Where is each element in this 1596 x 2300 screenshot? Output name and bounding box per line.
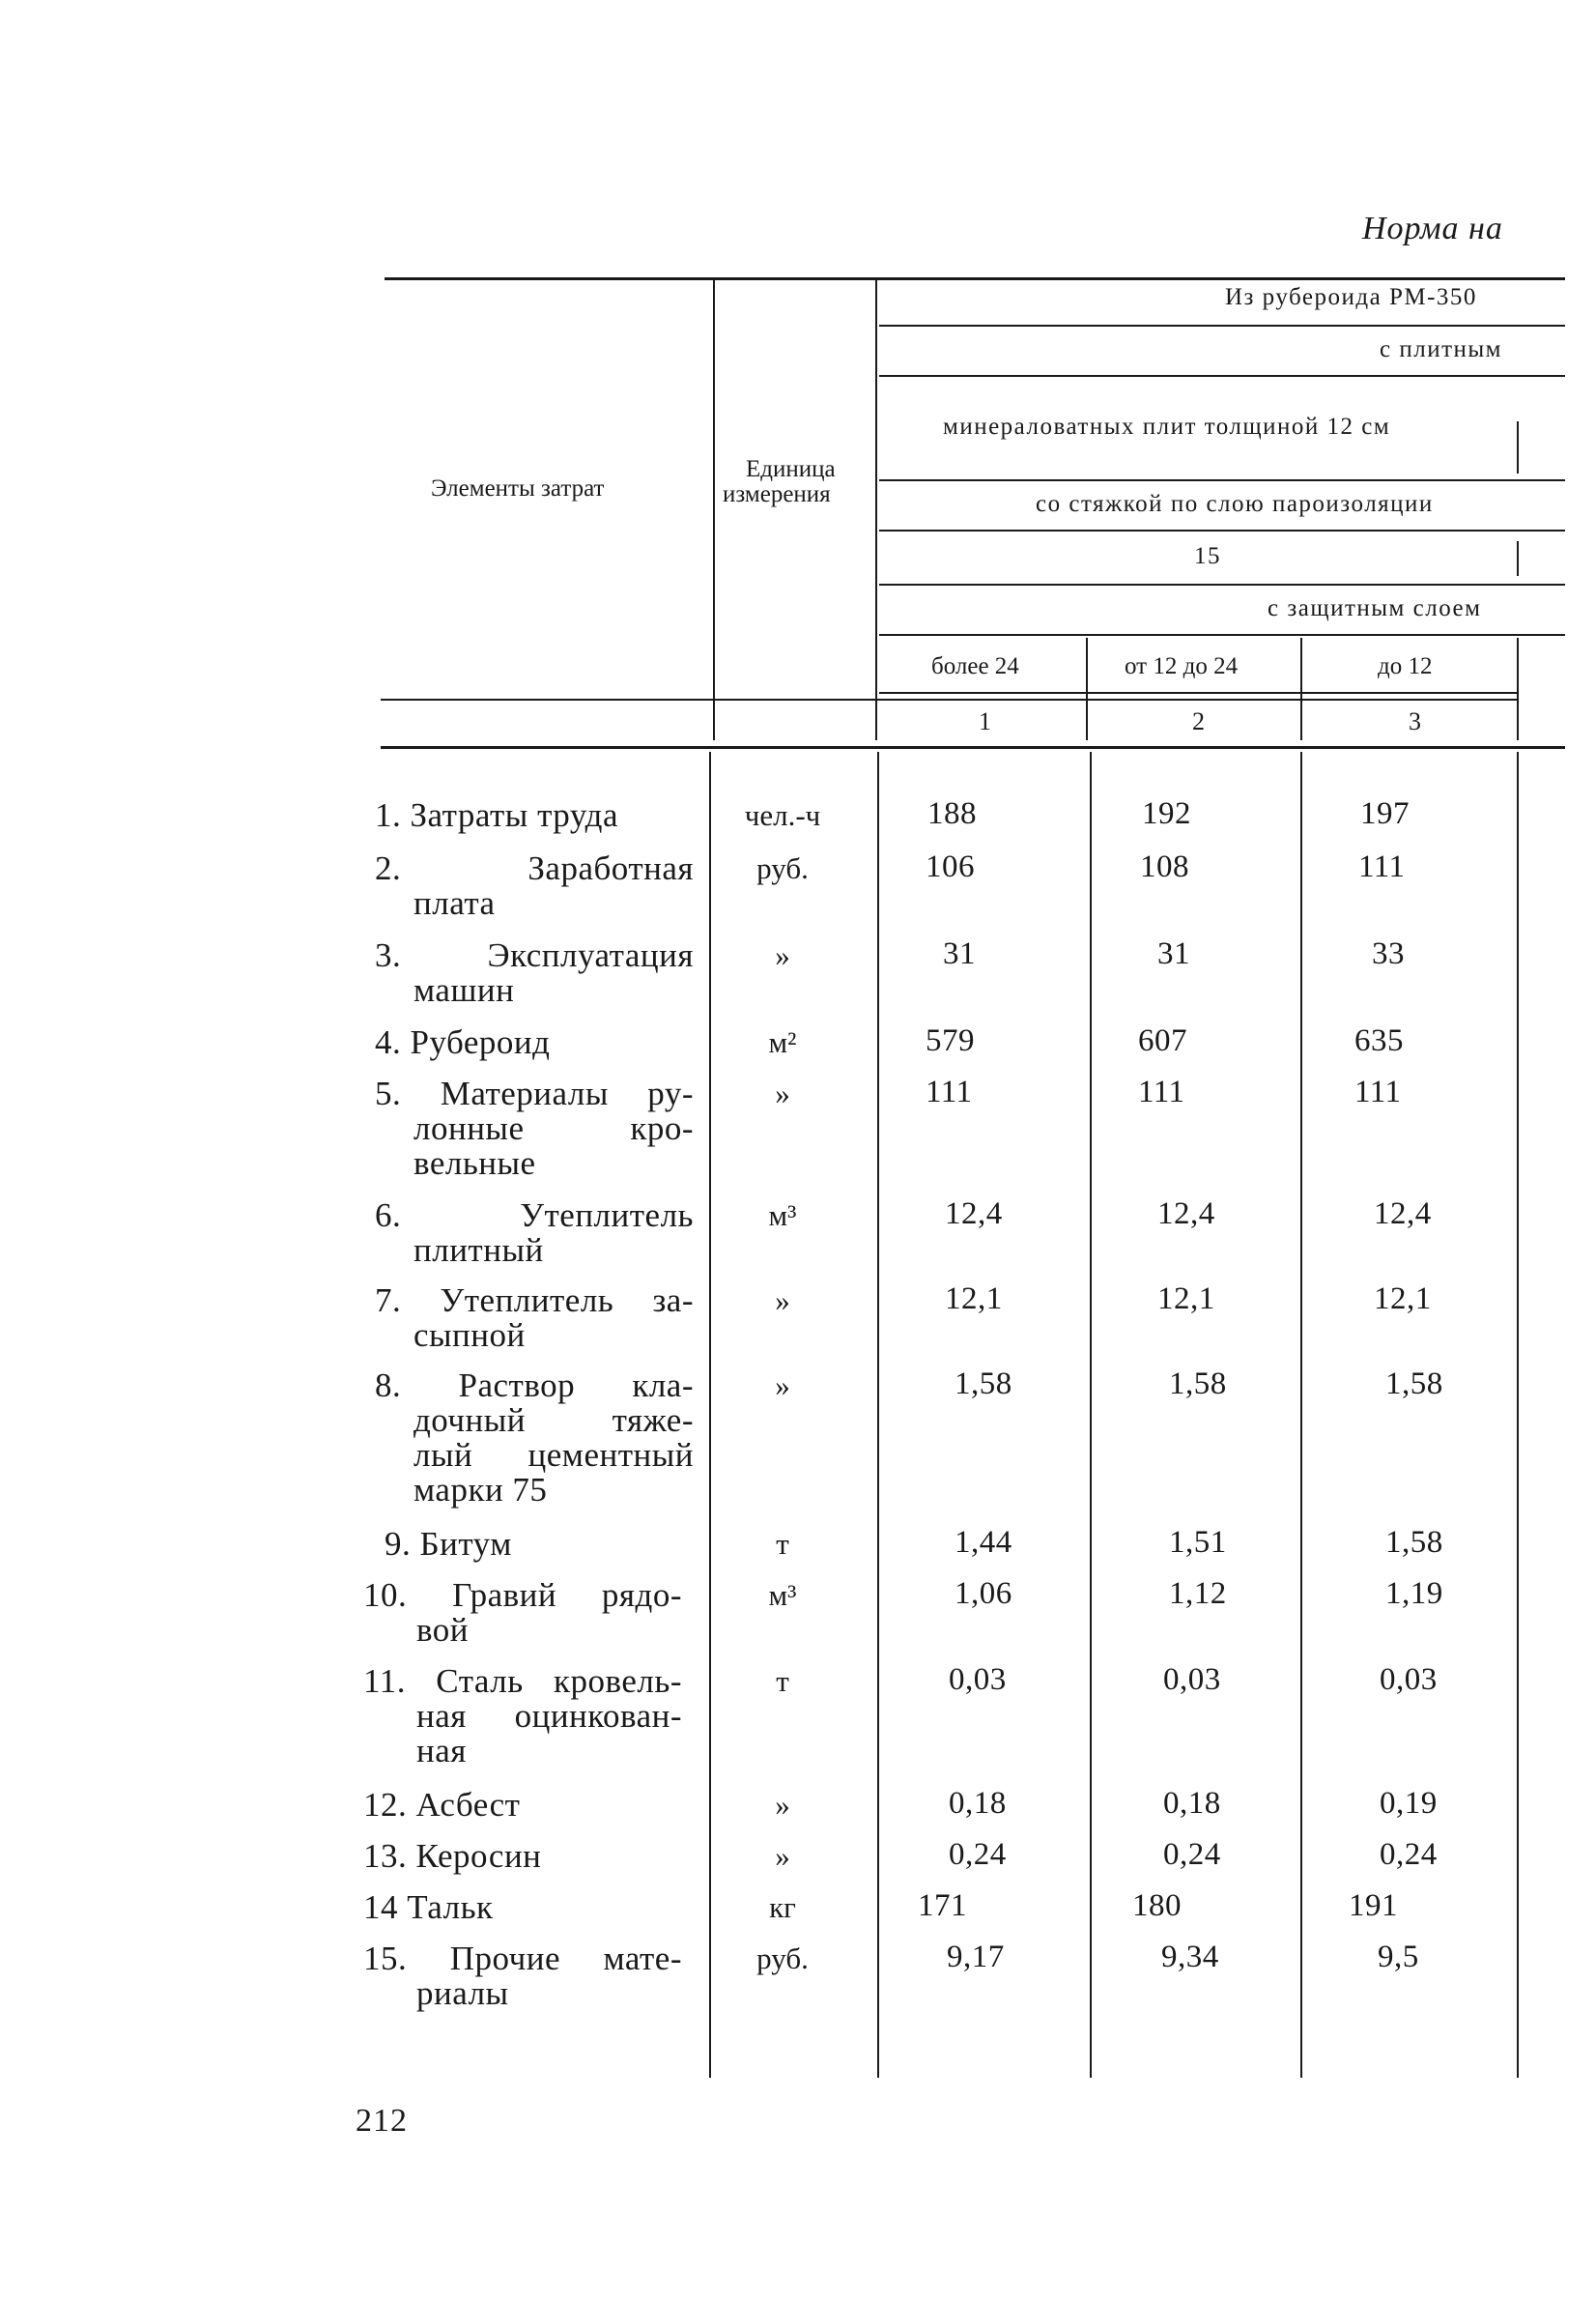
row-element-name-line: 1. Затраты труда [375, 796, 618, 834]
row-value-col-2: 1,51 [1169, 1525, 1227, 1560]
row-value-col-3: 197 [1360, 796, 1410, 831]
row-element-name [385, 1527, 703, 1562]
row-value-col-1: 0,24 [949, 1837, 1007, 1872]
row-unit: чел.-ч [744, 798, 821, 832]
row-value-col-2: 1,12 [1169, 1576, 1227, 1611]
row-value-col-1: 579 [926, 1023, 975, 1058]
row-element-name-line: 3. Эксплуатация [375, 936, 694, 974]
row-value-col-1: 1,06 [955, 1576, 1012, 1611]
row-element-name [363, 1941, 682, 2011]
body-vline-3 [1090, 752, 1092, 2078]
header-unit-line2: измерения [723, 481, 831, 507]
row-element-name [375, 1198, 694, 1268]
row-element-name-line: дочный тяже- [413, 1401, 694, 1439]
row-unit: т [776, 1664, 789, 1698]
subcol-1: более 24 [931, 653, 1019, 679]
row-element-name-line: 14 Тальк [363, 1888, 494, 1926]
row-value-col-3: 12,1 [1374, 1281, 1432, 1316]
row-value-col-1: 111 [926, 1075, 973, 1109]
header-screed-value: 15 [1194, 543, 1221, 569]
colnum-1: 1 [979, 707, 991, 735]
row-unit: м³ [768, 1198, 797, 1232]
row-value-col-1: 106 [926, 849, 975, 884]
header-unit-line1: Единица [746, 456, 836, 482]
row-value-col-2: 0,24 [1163, 1837, 1221, 1872]
page-heading: Норма на [1362, 211, 1503, 246]
row-value-col-3: 191 [1349, 1888, 1398, 1923]
row-unit: » [775, 938, 790, 972]
body-vline-5 [1517, 752, 1519, 2078]
row-value-col-2: 9,34 [1161, 1940, 1219, 1974]
row-value-col-1: 171 [918, 1888, 967, 1923]
row-element-name [375, 1283, 694, 1353]
row-value-col-2: 0,18 [1163, 1786, 1221, 1821]
row-element-name-line: 10. Гравий рядо- [363, 1576, 682, 1614]
row-unit: » [775, 1077, 790, 1110]
row-value-col-1: 12,4 [945, 1196, 1003, 1231]
header-vline-7 [1517, 638, 1519, 740]
row-element-name-line: лонные кро- [413, 1109, 694, 1147]
row-element-name-line: ная [416, 1732, 467, 1769]
row-unit: » [775, 1368, 790, 1402]
row-unit: » [775, 1839, 790, 1873]
row-value-col-1: 1,44 [955, 1525, 1012, 1560]
row-unit: » [775, 1283, 790, 1317]
header-material: Из рубероида РМ-350 [1225, 284, 1477, 310]
rule-h2 [879, 375, 1565, 377]
header-vline-1 [713, 280, 715, 740]
row-value-col-1: 31 [943, 936, 976, 971]
row-value-col-3: 1,19 [1385, 1576, 1443, 1611]
row-element-name-line: риалы [416, 1974, 509, 2012]
subcol-3: до 12 [1378, 653, 1433, 679]
row-unit: » [775, 1788, 790, 1822]
row-element-name-line: 13. Керосин [363, 1837, 542, 1875]
row-value-col-1: 188 [927, 796, 977, 831]
row-element-name [363, 1664, 682, 1768]
rule-top [385, 277, 1565, 280]
row-value-col-3: 0,19 [1380, 1786, 1438, 1821]
row-element-name-line: 9. Битум [385, 1525, 512, 1563]
row-value-col-2: 12,1 [1157, 1281, 1215, 1316]
row-element-name-line: 12. Асбест [363, 1786, 521, 1824]
row-element-name-line: лый цементный [413, 1436, 694, 1474]
row-value-col-1: 1,58 [955, 1366, 1012, 1401]
row-element-name [363, 1839, 682, 1874]
row-value-col-1: 0,18 [949, 1786, 1007, 1821]
rule-h8 [381, 699, 1517, 701]
row-element-name [363, 1788, 682, 1823]
row-value-col-3: 635 [1354, 1023, 1404, 1058]
row-element-name-line: плата [413, 884, 496, 922]
row-value-col-3: 111 [1354, 1075, 1402, 1109]
header-elements: Элементы затрат [431, 475, 605, 502]
row-value-col-3: 111 [1358, 849, 1406, 884]
row-value-col-3: 0,03 [1380, 1662, 1438, 1697]
rule-h1 [879, 325, 1565, 327]
row-value-col-3: 1,58 [1385, 1366, 1443, 1401]
rule-h6 [879, 634, 1565, 636]
row-value-col-2: 108 [1140, 849, 1189, 884]
row-element-name-line: 5. Материалы ру- [375, 1075, 694, 1112]
header-protective: с защитным слоем [1268, 595, 1482, 621]
row-value-col-2: 1,58 [1169, 1366, 1227, 1401]
row-element-name [363, 1890, 682, 1925]
row-element-name-line: машин [413, 971, 515, 1009]
row-element-name-line: плитный [413, 1231, 544, 1269]
header-vline-3 [1086, 638, 1088, 740]
row-value-col-2: 607 [1138, 1023, 1187, 1058]
row-unit: м³ [768, 1578, 797, 1612]
header-screed: со стяжкой по слою пароизоляции [1036, 491, 1434, 517]
row-element-name-line: 7. Утеплитель за- [375, 1281, 694, 1319]
row-element-name-line: вой [416, 1611, 470, 1649]
row-unit: м² [768, 1025, 797, 1059]
header-slab-thickness: минераловатных плит толщиной 12 см [943, 414, 1391, 440]
row-element-name-line: 4. Рубероид [375, 1023, 551, 1061]
colnum-3: 3 [1409, 707, 1421, 735]
row-value-col-1: 12,1 [945, 1281, 1003, 1316]
row-element-name-line: 11. Сталь кровель- [363, 1662, 682, 1700]
row-element-name-line: ная оцинкован- [416, 1697, 682, 1735]
row-value-col-1: 0,03 [949, 1662, 1007, 1697]
rule-h7 [879, 692, 1517, 694]
row-element-name [375, 798, 694, 833]
rule-h9 [381, 746, 1565, 749]
header-vline-2 [875, 280, 877, 740]
row-element-name [363, 1578, 682, 1648]
row-value-col-1: 9,17 [947, 1940, 1005, 1974]
colnum-2: 2 [1192, 707, 1205, 735]
header-with-slab: с плитным [1380, 336, 1503, 362]
row-unit: руб. [756, 1941, 809, 1975]
row-value-col-2: 111 [1138, 1075, 1185, 1109]
row-value-col-2: 31 [1157, 936, 1190, 971]
row-element-name-line: 8. Раствор кла- [375, 1366, 694, 1404]
row-value-col-2: 192 [1142, 796, 1191, 831]
row-element-name-line: вельные [413, 1144, 536, 1182]
row-unit: кг [769, 1890, 796, 1924]
row-element-name-line: 2. Заработная [375, 849, 694, 887]
subcol-2: от 12 до 24 [1125, 653, 1239, 679]
row-element-name-line: марки 75 [413, 1471, 548, 1509]
body-vline-4 [1300, 752, 1302, 2078]
row-element-name [375, 1025, 694, 1060]
header-vline-6 [1517, 541, 1519, 576]
row-element-name [375, 938, 694, 1008]
row-value-col-3: 1,58 [1385, 1525, 1443, 1560]
row-element-name [375, 1368, 694, 1508]
row-value-col-2: 180 [1132, 1888, 1182, 1923]
body-vline-1 [709, 752, 711, 2078]
rule-h4 [879, 530, 1565, 532]
rule-h3 [879, 479, 1565, 481]
row-element-name [375, 851, 694, 921]
row-value-col-2: 12,4 [1157, 1196, 1215, 1231]
row-value-col-3: 0,24 [1380, 1837, 1438, 1872]
row-element-name [375, 1077, 694, 1181]
row-unit: руб. [756, 851, 809, 885]
row-value-col-3: 12,4 [1374, 1196, 1432, 1231]
row-value-col-3: 9,5 [1378, 1940, 1419, 1974]
row-element-name-line: 6. Утеплитель [375, 1196, 694, 1234]
row-element-name-line: 15. Прочие мате- [363, 1940, 682, 1977]
row-element-name-line: сыпной [413, 1316, 526, 1354]
row-value-col-2: 0,03 [1163, 1662, 1221, 1697]
header-vline-5 [1517, 421, 1519, 474]
rule-h5 [879, 584, 1565, 586]
row-unit: т [776, 1527, 789, 1561]
body-vline-2 [877, 752, 879, 2078]
row-value-col-3: 33 [1372, 936, 1405, 971]
header-vline-4 [1300, 638, 1302, 740]
page-number: 212 [356, 2103, 408, 2139]
